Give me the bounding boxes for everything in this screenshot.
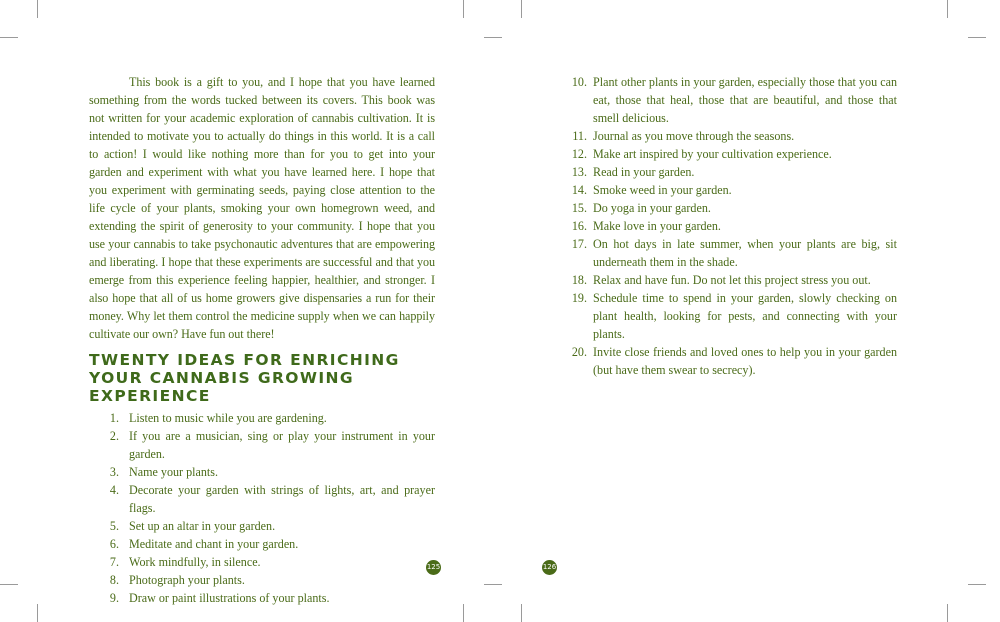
list-item xyxy=(571,271,897,289)
list-item-text: Make love in your garden. xyxy=(593,219,721,233)
list-item xyxy=(571,235,897,271)
crop-mark xyxy=(521,0,522,18)
list-item-text: Invite close friends and loved ones to help you in your garden (but have them swear to secrecy). xyxy=(593,345,897,377)
list-item-number: 17. xyxy=(571,237,587,251)
list-item-number: 1. xyxy=(109,411,119,425)
list-item-number: 7. xyxy=(109,555,119,569)
list-item-number: 14. xyxy=(571,183,587,197)
crop-mark xyxy=(947,0,948,18)
list-item-text: Read in your garden. xyxy=(593,165,695,179)
list-item xyxy=(571,343,897,379)
list-item-text: Relax and have fun. Do not let this project stress you out. xyxy=(593,273,871,287)
list-item-text: Decorate your garden with strings of lights, art, and prayer flags. xyxy=(129,483,435,515)
list-item-number: 15. xyxy=(571,201,587,215)
list-item xyxy=(89,427,435,463)
list-item-text: Meditate and chant in your garden. xyxy=(129,537,299,551)
crop-mark xyxy=(968,584,986,585)
list-item-number: 2. xyxy=(109,429,119,443)
list-item xyxy=(89,463,435,481)
list-item-number: 20. xyxy=(571,345,587,359)
crop-mark xyxy=(0,584,18,585)
list-item-text: Plant other plants in your garden, especially those that you can eat, those that heal, those that are beautiful, and those that smell delicious. xyxy=(593,75,897,125)
list-item xyxy=(571,163,897,181)
list-item xyxy=(89,553,435,571)
list-item-text: Work mindfully, in silence. xyxy=(129,555,261,569)
crop-mark xyxy=(521,604,522,622)
list-item-number: 18. xyxy=(571,273,587,287)
list-item xyxy=(89,481,435,517)
crop-mark xyxy=(463,0,464,18)
crop-mark xyxy=(484,584,502,585)
list-item-number: 19. xyxy=(571,291,587,305)
list-item xyxy=(89,517,435,535)
list-item-number: 12. xyxy=(571,147,587,161)
list-item xyxy=(571,145,897,163)
list-item-text: On hot days in late summer, when your plants are big, sit underneath them in the shade. xyxy=(593,237,897,269)
left-page xyxy=(89,73,435,607)
list-item xyxy=(571,289,897,343)
ideas-list xyxy=(89,409,435,607)
list-item-number: 4. xyxy=(109,483,119,497)
list-item xyxy=(571,217,897,235)
crop-mark xyxy=(37,0,38,18)
list-item-text: Smoke weed in your garden. xyxy=(593,183,732,197)
list-item xyxy=(89,589,435,607)
list-item-number: 8. xyxy=(109,573,119,587)
list-item xyxy=(89,535,435,553)
list-item-number: 9. xyxy=(109,591,119,605)
list-item-number: 13. xyxy=(571,165,587,179)
list-item-text: Photograph your plants. xyxy=(129,573,245,587)
list-item-text: Make art inspired by your cultivation experience. xyxy=(593,147,832,161)
crop-mark xyxy=(0,37,18,38)
list-item-number: 6. xyxy=(109,537,119,551)
ideas-list-continued xyxy=(571,73,897,379)
list-item xyxy=(571,181,897,199)
list-item-number: 10. xyxy=(571,75,587,89)
page-number-left: 125 xyxy=(426,560,441,575)
list-item xyxy=(571,199,897,217)
intro-paragraph: This book is a gift to you, and I hope that you have learned something from the words tucked between its covers. This book was not written for your academic exploration of cannabis cultivation. It is intended to motivate you to actually do things in this world. It is a call to action! I would like nothing more than for you to get into your garden and experiment with what you have learned here. I hope that you experiment with germinating seeds, paying close attention to the life cycle of your plants, smoking your own homegrown weed, and extending the spirit of generosity to your community. I hope that you use your cannabis to take psychonautic adventures that are empowering and liberating. I hope that these experiments are successful and that you emerge from this experience feeling happier, healthier, and stronger. I also hope that all of us home growers give dispensaries a run for their money. Why let them control the medicine supply when we can happily cultivate our own? Have fun out there! xyxy=(89,75,435,341)
list-item-text: Name your plants. xyxy=(129,465,219,479)
list-item xyxy=(571,73,897,127)
list-item-number: 5. xyxy=(109,519,119,533)
crop-mark xyxy=(968,37,986,38)
list-item-text: If you are a musician, sing or play your instrument in your garden. xyxy=(129,429,435,461)
list-item-text: Journal as you move through the seasons. xyxy=(593,129,795,143)
crop-mark xyxy=(484,37,502,38)
crop-mark xyxy=(37,604,38,622)
list-item xyxy=(89,409,435,427)
list-item xyxy=(89,571,435,589)
list-item-text: Set up an altar in your garden. xyxy=(129,519,276,533)
list-item-number: 11. xyxy=(572,129,587,143)
crop-mark xyxy=(463,604,464,622)
right-page xyxy=(571,73,897,379)
list-item-text: Schedule time to spend in your garden, slowly checking on plant health, looking for pests, and connecting with your plants. xyxy=(593,291,897,341)
list-item-number: 16. xyxy=(571,219,587,233)
list-item xyxy=(571,127,897,145)
section-heading: TWENTY IDEAS FOR ENRICHING YOUR CANNABIS GROWING EXPERIENCE xyxy=(89,351,400,405)
list-item-text: Do yoga in your garden. xyxy=(593,201,711,215)
list-item-number: 3. xyxy=(109,465,119,479)
page-number-right: 126 xyxy=(542,560,557,575)
list-item-text: Draw or paint illustrations of your plants. xyxy=(129,591,330,605)
crop-mark xyxy=(947,604,948,622)
list-item-text: Listen to music while you are gardening. xyxy=(129,411,327,425)
